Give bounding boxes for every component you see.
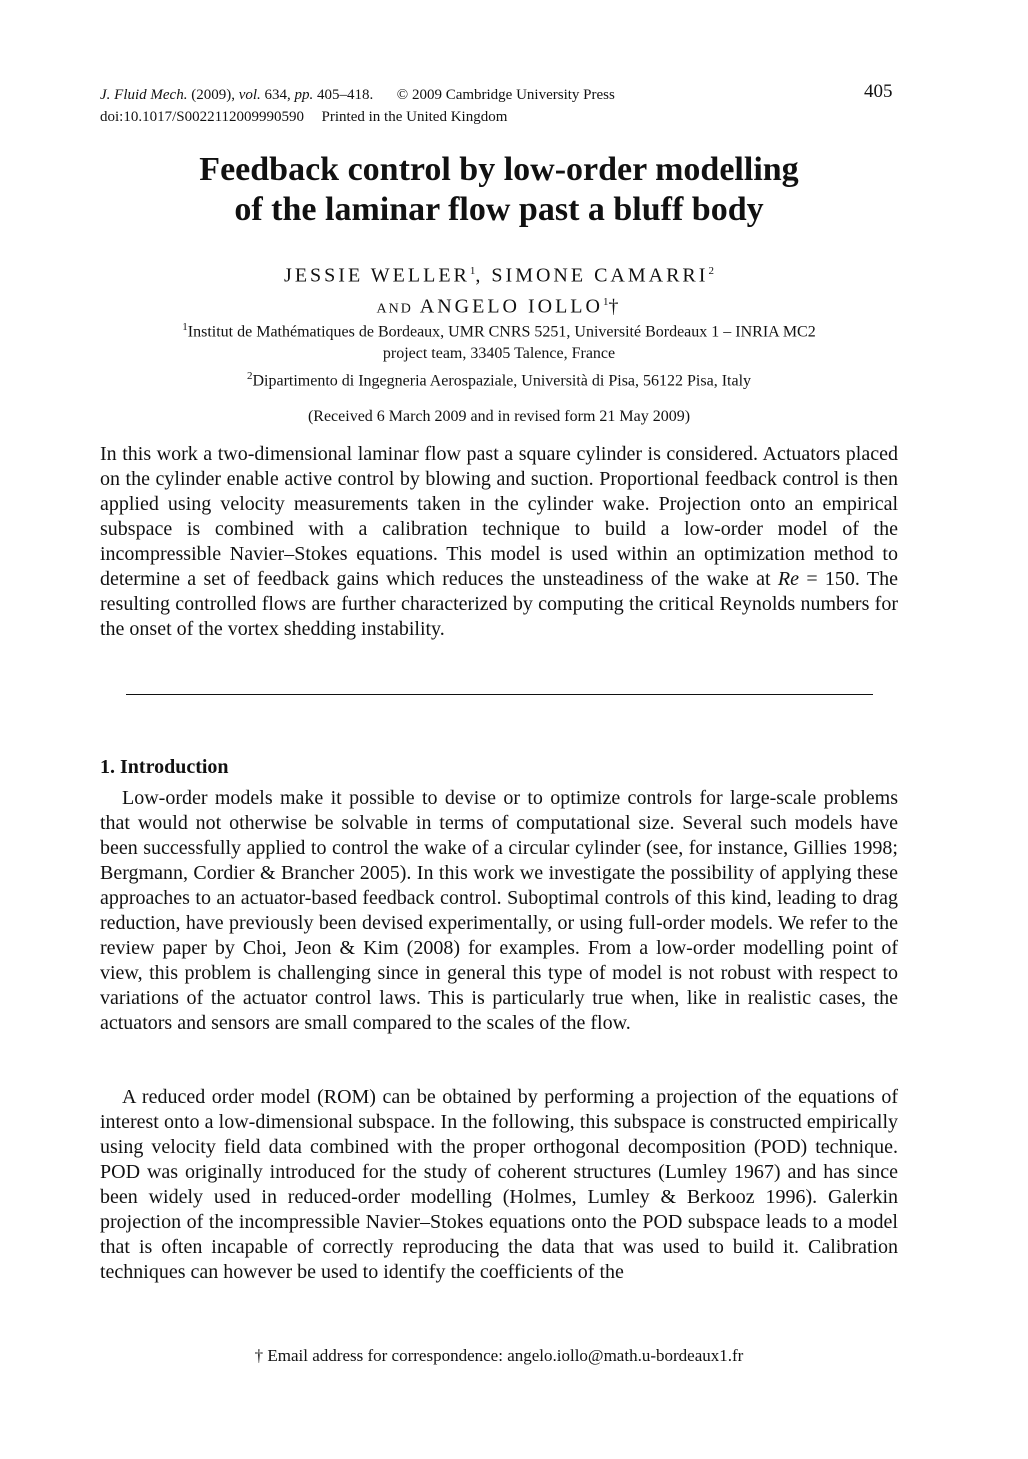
author-2: SIMONE CAMARRI — [491, 264, 709, 287]
section-heading: 1. Introduction — [100, 756, 229, 778]
page-range: 405–418. — [317, 87, 374, 103]
affiliation-1-line-2: project team, 33405 Talence, France — [382, 345, 616, 363]
author-3-affiliation-mark: 1 — [602, 295, 609, 308]
abstract-text-2: = 150. The resulting controlled flows are further characterized by computing the critical Reynolds numbers for the onset of the vortex shedding instability. — [100, 568, 898, 640]
affiliation-2-mark: 2 — [246, 370, 253, 382]
page-number: 405 — [864, 81, 893, 102]
journal-name: J. Fluid Mech. — [100, 87, 188, 103]
affiliation-1 — [100, 316, 898, 365]
affiliation-2-text: Dipartimento di Ingegneria Aerospaziale, Università di Pisa, 56122 Pisa, Italy — [252, 372, 752, 390]
abstract — [100, 442, 898, 642]
doi-line — [100, 106, 820, 128]
author-conjunction: AND — [376, 301, 413, 317]
paper-title — [100, 150, 898, 230]
abstract-text-1: In this work a two-dimensional laminar flow past a square cylinder is considered. Actuators placed on the cylinder enable active control by blowing and suction. Proportional feedback control is then applied using velocity measurements taken in the cylinder wake. Projection onto an empirical subspace is combined with a calibration technique to build a low-order model of the incompressible Navier–Stokes equations. This model is used within an optimization method to determine a set of feedback gains which reduces the unsteadiness of the wake at — [100, 443, 898, 590]
volume-number: 634, — [264, 87, 291, 103]
intro-paragraph-2: A reduced order model (ROM) can be obtained by performing a projection of the equations of interest onto a low-dimensional subspace. In the following, this subspace is constructed empirically using velocity field data combined with the proper orthogonal decomposition (POD) technique. POD was originally introduced for the study of coherent structures (Lumley 1967) and has since been widely used in reduced-order modelling (Holmes, Lumley & Berkooz 1996). Galerkin projection of the incompressible Navier–Stokes equations onto the POD subspace leads to a model that is often incapable of correctly reproducing the data that was used to build it. Calibration techniques can however be used to identify the coefficients of the — [100, 1086, 898, 1283]
affiliation-1-mark: 1 — [182, 321, 188, 333]
title-line-2: of the laminar flow past a bluff body — [234, 191, 764, 228]
printed-notice: Printed in the United Kingdom — [321, 109, 508, 125]
corresponding-author-mark: † — [608, 295, 622, 318]
intro-paragraph-1: Low-order models make it possible to devise or to optimize controls for large-scale problems that would not otherwise be solvable in terms of computational size. Several such models have been successfully applied to control the wake of a circular cylinder (see, for instance, Gillies 1998; Bergmann, Cordier & Brancher 2005). In this work we investigate the possibility of applying these approaches to an actuator-based feedback control. Suboptimal controls of this kind, leading to drag reduction, have previously been devised experimentally, or using full-order models. We refer to the review paper by Choi, Jeon & Kim (2008) for examples. From a low-order modelling point of view, this problem is challenging since in general this type of model is not robust with respect to variations of the actuator control laws. This is particularly true when, like in realistic cases, the actuators and sensors are small compared to the scales of the flow. — [100, 787, 898, 1034]
correspondence-footnote: † Email address for correspondence: angelo.iollo@math.u-bordeaux1.fr — [254, 1346, 744, 1365]
author-1: JESSIE WELLER — [284, 264, 470, 287]
reynolds-symbol: Re — [777, 568, 799, 590]
journal-year: (2009), — [191, 87, 235, 103]
affiliation-2 — [100, 365, 898, 392]
abstract-divider — [126, 694, 873, 695]
author-2-affiliation-mark: 2 — [708, 265, 714, 277]
citation-line — [100, 84, 820, 106]
affiliation-1-line-1: Institut de Mathématiques de Bordeaux, UMR CNRS 5251, Université Bordeaux 1 – INRIA MC2 — [187, 323, 816, 341]
title-line-1: Feedback control by low-order modelling — [199, 151, 799, 188]
doi: doi:10.1017/S0022112009990590 — [100, 109, 305, 125]
author-3: ANGELO IOLLO — [419, 295, 603, 318]
volume-label: vol. — [238, 87, 261, 103]
copyright-notice: © 2009 Cambridge University Press — [396, 87, 615, 103]
author-list: JESSIE WELLER$^1$, SIMONE CAMARRI$^2$ AND ANGELO IOLLO$^1$† — [284, 264, 714, 318]
journal-header — [100, 84, 820, 128]
received-dates: (Received 6 March 2009 and in revised form 21 May 2009) — [307, 408, 691, 425]
author-1-affiliation-mark: 1 — [469, 265, 476, 277]
pages-label: pp. — [294, 87, 314, 103]
